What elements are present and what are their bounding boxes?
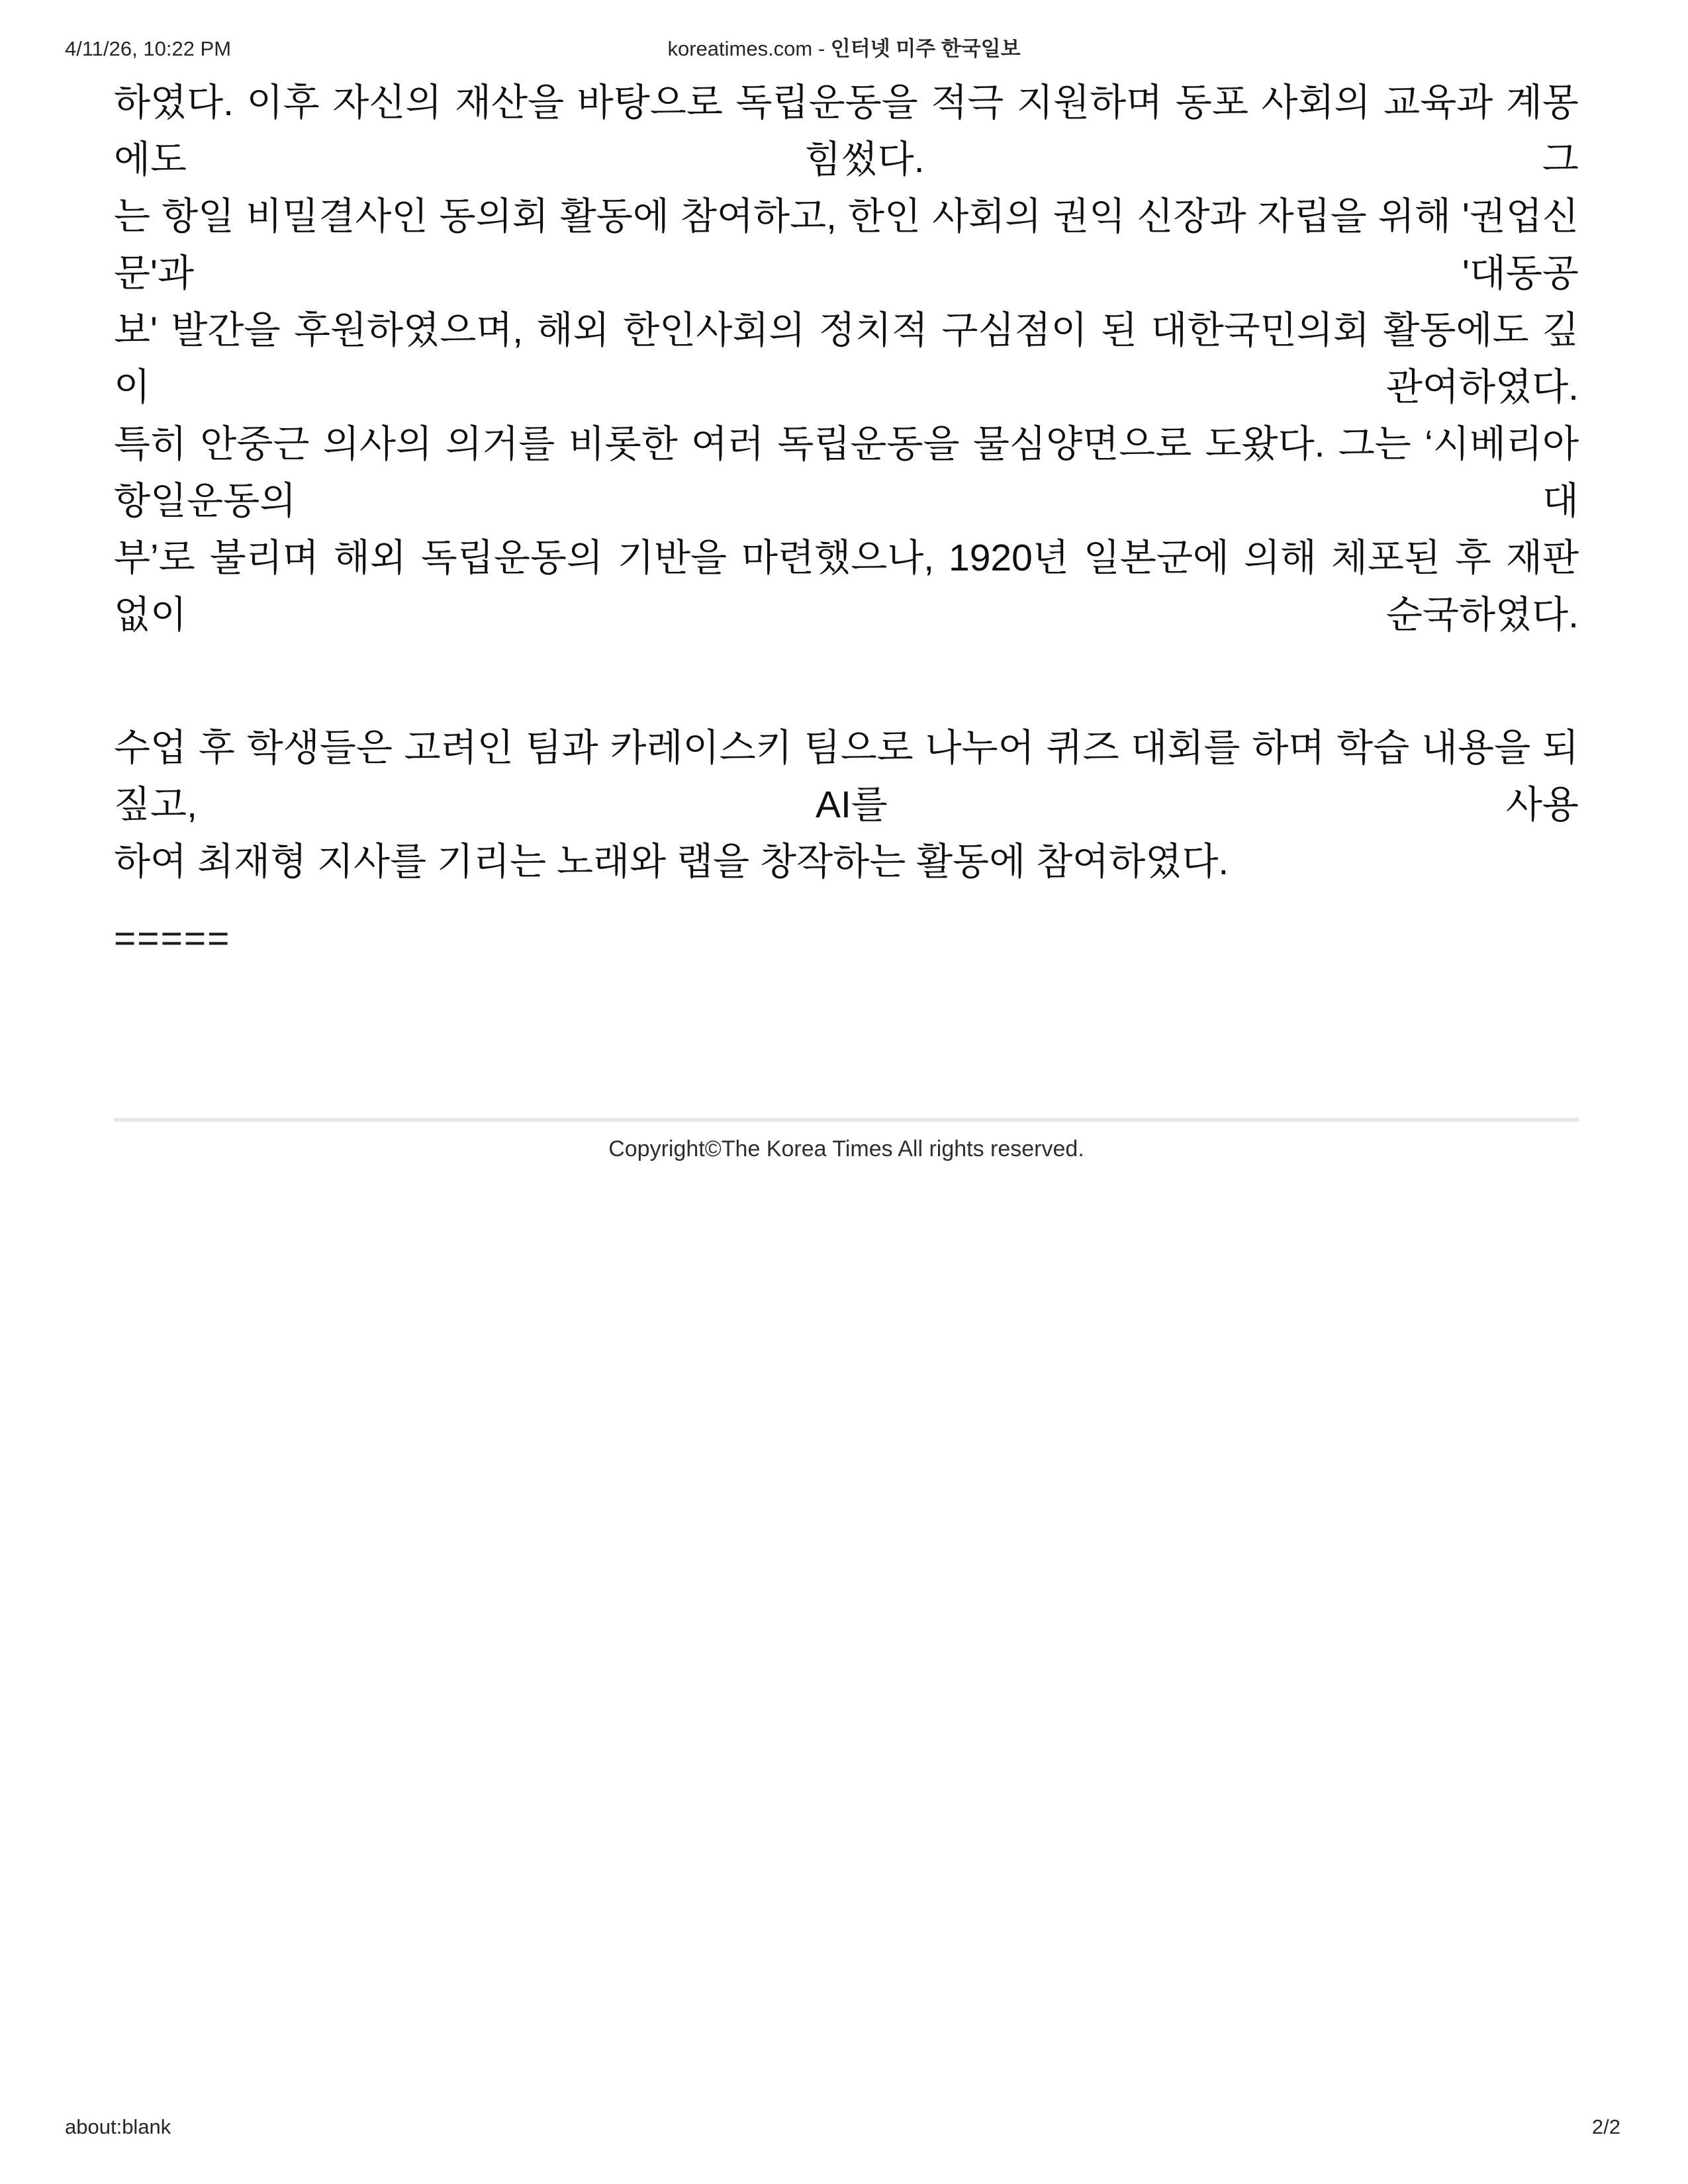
document-title-korean: 인터넷 미주 한국일보 <box>830 37 1021 60</box>
footer-url: about:blank <box>65 2115 171 2138</box>
article-line: 특히 안중근 의사의 의거를 비롯한 여러 독립운동을 물심양면으로 도왔다. 그는 ‘시베리아 항일운동의 대 <box>114 423 1579 522</box>
print-datetime: 4/11/26, 10:22 PM <box>65 37 232 60</box>
article-line: 보' 발간을 후원하였으며, 해외 한인사회의 정치적 구심점이 된 대한국민의회 활동에도 깊이 관여하였다. <box>114 309 1579 408</box>
article-line: 수업 후 학생들은 고려인 팀과 카레이스키 팀으로 나누어 퀴즈 대회를 하며 학습 내용을 되짚고, AI를 사용 <box>114 727 1579 826</box>
print-header <box>65 37 1623 64</box>
article-line: 하였다. 이후 자신의 재산을 바탕으로 독립운동을 적극 지원하며 동포 사회의 교육과 계몽에도 힘썼다. 그 <box>114 81 1579 181</box>
article-paragraph-1 <box>114 74 1579 643</box>
divider-rule <box>114 1118 1579 1122</box>
print-footer <box>65 2115 1620 2139</box>
separator-line: ===== <box>114 917 231 960</box>
copyright-notice: Copyright©The Korea Times All rights reserved. <box>608 1136 1084 1161</box>
article-line: 부’로 불리며 해외 독립운동의 기반을 마련했으나, 1920년 일본군에 의해 체포된 후 재판 없이 순국하였다. <box>114 537 1579 636</box>
document-title-latin: koreatimes.com - <box>667 37 831 60</box>
article-paragraph-2 <box>114 719 1579 890</box>
page-number: 2/2 <box>1591 2115 1620 2138</box>
article-line: 는 항일 비밀결사인 동의회 활동에 참여하고, 한인 사회의 권익 신장과 자립을 위해 '권업신문'과 '대동공 <box>114 195 1579 295</box>
document-title <box>667 37 1020 61</box>
article-body <box>114 74 1579 1165</box>
article-line: 하여 최재형 지사를 기리는 노래와 랩을 창작하는 활동에 참여하였다. <box>114 841 1229 883</box>
